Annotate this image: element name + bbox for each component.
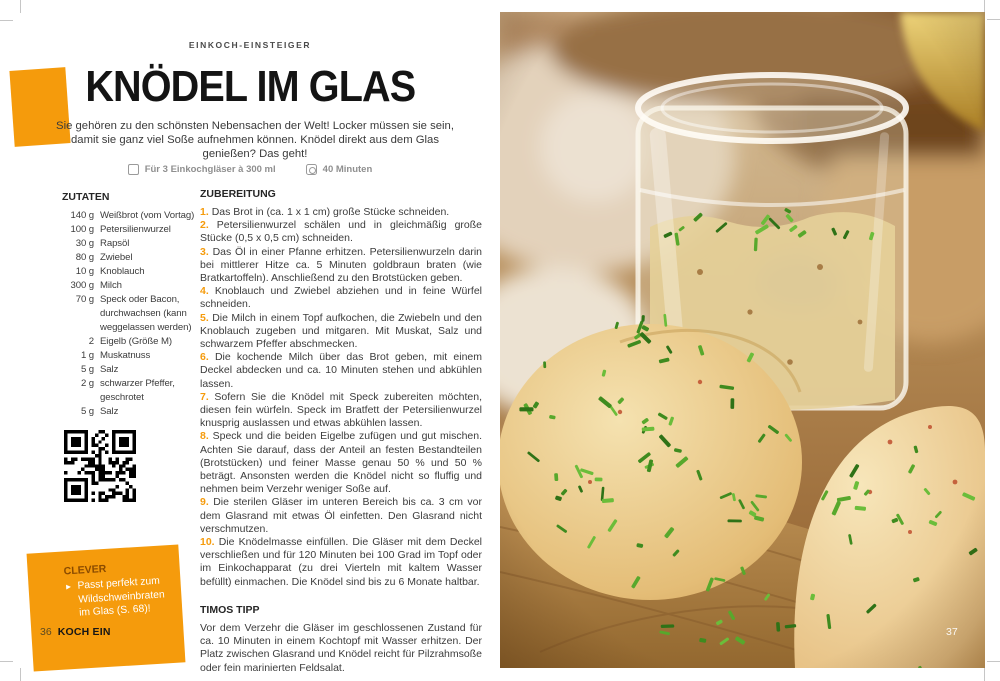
crop-mark — [20, 668, 21, 681]
ingredient-name: Muskatnuss — [100, 350, 151, 361]
ingredient-row — [62, 265, 196, 279]
time-label: 40 Minuten — [322, 164, 373, 175]
step-text: Sofern Sie die Knödel mit Speck zubereiten möchten, diesen fein würfeln. Speck im Bratfett der Petersilienwurzel knusprig auslassen und etwas abkühlen lassen. — [200, 390, 482, 430]
preparation-step — [200, 219, 482, 245]
preparation-step — [200, 351, 482, 391]
ingredient-row — [62, 209, 196, 223]
ingredient-name: Salz — [100, 364, 119, 375]
step-number: 10. — [200, 536, 215, 549]
recipe-info-bar — [20, 164, 480, 175]
intro-text: Sie gehören zu den schönsten Nebensachen der Welt! Locker müssen sie sein, damit sie ganz viel Soße aufnehmen können. Knödel direkt aus dem Glas genießen? Das geht! — [56, 120, 454, 160]
preparation-step — [200, 246, 482, 286]
clever-tip — [64, 574, 174, 621]
step-text: Die kochende Milch über das Brot geben, mit einem Deckel abdecken und ca. 10 Minuten stehen und abkühlen lassen. — [200, 351, 482, 390]
step-number: 4. — [200, 285, 209, 298]
ingredient-row — [62, 279, 196, 293]
step-number: 3. — [200, 245, 209, 258]
step-text: Petersilienwurzel schälen und in gleichmäßig große Stücke (0,5 x 0,5 cm) schneiden. — [200, 219, 482, 245]
step-text: Das Öl in einer Pfanne erhitzen. Petersilienwurzeln darin bei mittlerer Hitze ca. 5 Minuten goldbraun braten (wie Bratkartoffeln). Anschließend zu den Brotstücken geben. — [200, 245, 483, 285]
ingredient-qty: 300 g — [70, 280, 94, 291]
ingredient-row — [62, 363, 196, 377]
ingredients-section — [62, 191, 196, 419]
step-number: 2. — [200, 219, 209, 232]
ingredient-name: schwarzer Pfeffer, geschrotet — [100, 378, 175, 403]
ingredient-name: Milch — [100, 280, 122, 291]
preparation-step — [200, 391, 482, 431]
ingredient-qty: 100 g — [70, 224, 94, 235]
ingredient-name: Salz — [100, 406, 119, 417]
step-text: Knoblauch und Zwiebel abziehen und in feine Würfel schneiden. — [200, 285, 482, 311]
step-number: 6. — [200, 351, 209, 364]
step-number: 8. — [200, 430, 209, 443]
step-text: Die Knödelmasse einfüllen. Die Gläser mit dem Deckel verschließen und für 120 Minuten bei 100 Grad im Topf oder im Einkochapparat (zu drei Vierteln mit kaltem Wasser befüllt) einmachen. Die Knödel sind bis zu 6 Monate haltbar. — [200, 536, 483, 588]
crop-mark — [20, 0, 21, 13]
ingredient-name: Eigelb (Größe M) — [100, 336, 172, 347]
ingredient-row — [62, 251, 196, 265]
preparation-step — [200, 312, 482, 352]
ingredient-name: Knoblauch — [100, 266, 145, 277]
ingredient-qty: 70 g — [75, 294, 94, 305]
ingredient-row — [62, 349, 196, 363]
ingredient-row — [62, 237, 196, 251]
page-number-left: 36 — [40, 626, 52, 638]
ingredient-qty: 2 g — [80, 378, 94, 389]
qr-code — [64, 430, 136, 502]
ingredient-row — [62, 293, 196, 335]
tip-text: Vor dem Verzehr die Gläser im geschlossenen Zustand für ca. 10 Minuten in einem Kochtopf mit Wasser erhitzen. Der Platz zwischen Glasrand und Knödel reicht für Pilzrahmsoße oder fein marinierten Feldsalat. — [200, 621, 482, 674]
ingredient-row — [62, 405, 196, 419]
ingredient-name: Weißbrot (vom Vortag) — [100, 210, 195, 221]
page-title-wrap — [20, 64, 480, 110]
clock-icon — [306, 164, 317, 175]
ingredient-name: Zwiebel — [100, 252, 133, 263]
time-info — [306, 164, 373, 175]
ingredient-qty: 10 g — [75, 266, 94, 277]
ingredient-qty: 5 g — [80, 406, 94, 417]
ingredient-name: Speck oder Bacon, durchwachsen (kann weggelassen werden) — [100, 294, 192, 333]
step-text: Die sterilen Gläser im unteren Bereich bis ca. 3 cm vor dem Glasrand mit etwas Öl einfetten. Den Glasrand nicht verschmutzen. — [200, 496, 482, 535]
footer-left — [40, 626, 111, 638]
crop-mark — [987, 19, 1000, 20]
recipe-photo — [500, 12, 985, 668]
ingredient-row — [62, 335, 196, 349]
crop-mark — [0, 20, 13, 21]
step-text: Die Milch in einem Topf aufkochen, die Zwiebeln und den Knoblauch zugeben und mitgaren. Mit Muskat, Salz und schwarzem Pfeffer abschmecken. — [200, 311, 482, 351]
tip-heading: TIMOS TIPP — [200, 603, 260, 616]
preparation-steps — [200, 206, 482, 589]
ingredient-row — [62, 377, 196, 405]
ingredient-qty: 1 g — [80, 350, 94, 361]
ingredients-list — [62, 209, 196, 419]
step-number: 7. — [200, 390, 209, 403]
jar-icon — [128, 164, 139, 175]
yield-info — [128, 164, 276, 175]
clever-text: Passt perfekt zum Wildschweinbraten im Glas (S. 68)! — [77, 575, 165, 619]
preparation-section — [200, 188, 482, 675]
ingredient-qty: 30 g — [75, 238, 94, 249]
preparation-step — [200, 536, 482, 589]
clever-heading: CLEVER — [63, 562, 107, 578]
crop-mark — [0, 661, 13, 662]
page-number-right: 37 — [946, 626, 958, 638]
preparation-step — [200, 206, 482, 219]
ingredient-name: Petersilienwurzel — [100, 224, 171, 235]
ingredient-qty: 140 g — [70, 210, 94, 221]
triangle-bullet-icon: ► — [64, 582, 73, 592]
crop-mark — [984, 668, 985, 681]
step-number: 9. — [200, 496, 209, 509]
ingredients-heading: ZUTATEN — [62, 191, 110, 203]
preparation-step — [200, 496, 482, 536]
brand-name: KOCH EIN — [57, 626, 111, 638]
preparation-step — [200, 430, 482, 496]
preparation-step — [200, 285, 482, 311]
step-text: Das Brot in (ca. 1 x 1 cm) große Stücke schneiden. — [211, 206, 450, 218]
yield-label: Für 3 Einkochgläser à 300 ml — [144, 164, 276, 175]
vignette — [500, 12, 985, 668]
clever-box — [27, 544, 186, 671]
step-text: Speck und die beiden Eigelbe zufügen und gut mischen. Achten Sie darauf, dass der Anteil an festen Bestandteilen (Brotstücken) und feiner Masse genau 50 % und 50 % beträgt. Ansonsten werden die Knödel nicht so fluffig und nehmen beim Verzehr weniger Soße auf. — [200, 430, 483, 496]
section-kicker: EINKOCH-EINSTEIGER — [188, 40, 312, 50]
ingredient-qty: 2 — [88, 336, 94, 347]
page-title: KNÖDEL IM GLAS — [85, 62, 415, 111]
step-number: 5. — [200, 311, 209, 324]
ingredient-row — [62, 223, 196, 237]
step-number: 1. — [200, 206, 209, 218]
ingredient-name: Rapsöl — [100, 238, 130, 249]
ingredient-qty: 5 g — [80, 364, 94, 375]
preparation-heading: ZUBEREITUNG — [200, 188, 276, 200]
ingredient-qty: 80 g — [75, 252, 94, 263]
crop-mark — [987, 661, 1000, 662]
